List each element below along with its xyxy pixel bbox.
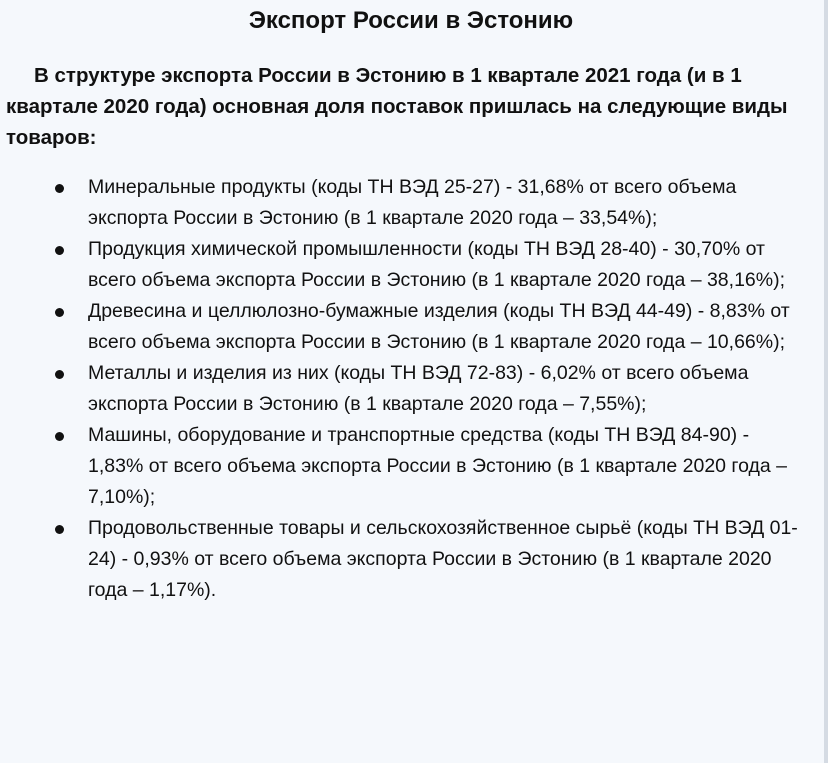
page-title: Экспорт России в Эстонию: [248, 7, 574, 34]
list-item: [0, 234, 822, 296]
list-item-text: Машины, оборудование и транспортные средства (коды ТН ВЭД 84-90) - 1,83% от всего объема экспорта России в Эстонию (в 1 квартале 2020 года – 7,10%);: [88, 424, 788, 508]
list-item: [0, 358, 822, 420]
list-item: [0, 513, 822, 606]
list-item-text: Металлы и изделия из них (коды ТН ВЭД 72-83) - 6,02% от всего объема экспорта России в Эстонию (в 1 квартале 2020 года – 7,55%);: [88, 362, 749, 415]
list-item-text: Продовольственные товары и сельскохозяйственное сырьё (коды ТН ВЭД 01-24) - 0,93% от всего объема экспорта России в Эстонию (в 1 квартале 2020 года – 1,17%).: [88, 517, 798, 601]
bullet-icon: [55, 525, 64, 534]
list-item-text: Продукция химической промышленности (коды ТН ВЭД 28-40) - 30,70% от всего объема экспорта России в Эстонию (в 1 квартале 2020 года – 38,16%);: [88, 238, 786, 291]
bullet-icon: [55, 432, 64, 441]
list-item: [0, 420, 822, 513]
bullet-icon: [55, 308, 64, 317]
list-item-text: Минеральные продукты (коды ТН ВЭД 25-27) - 31,68% от всего объема экспорта России в Эстонию (в 1 квартале 2020 года – 33,54%);: [88, 176, 737, 229]
list-item: [0, 172, 822, 234]
export-items-list: [0, 172, 822, 606]
bullet-icon: [55, 184, 64, 193]
list-item-text: Древесина и целлюлозно-бумажные изделия (коды ТН ВЭД 44-49) - 8,83% от всего объема экспорта России в Эстонию (в 1 квартале 2020 года – 10,66%);: [88, 300, 790, 353]
window-edge: [824, 0, 828, 763]
bullet-icon: [55, 246, 64, 255]
bullet-icon: [55, 370, 64, 379]
list-item: [0, 296, 822, 358]
intro-paragraph: В структуре экспорта России в Эстонию в 1 квартале 2021 года (и в 1 квартале 2020 года) основная доля поставок пришлась на следующие виды товаров:: [6, 64, 788, 149]
